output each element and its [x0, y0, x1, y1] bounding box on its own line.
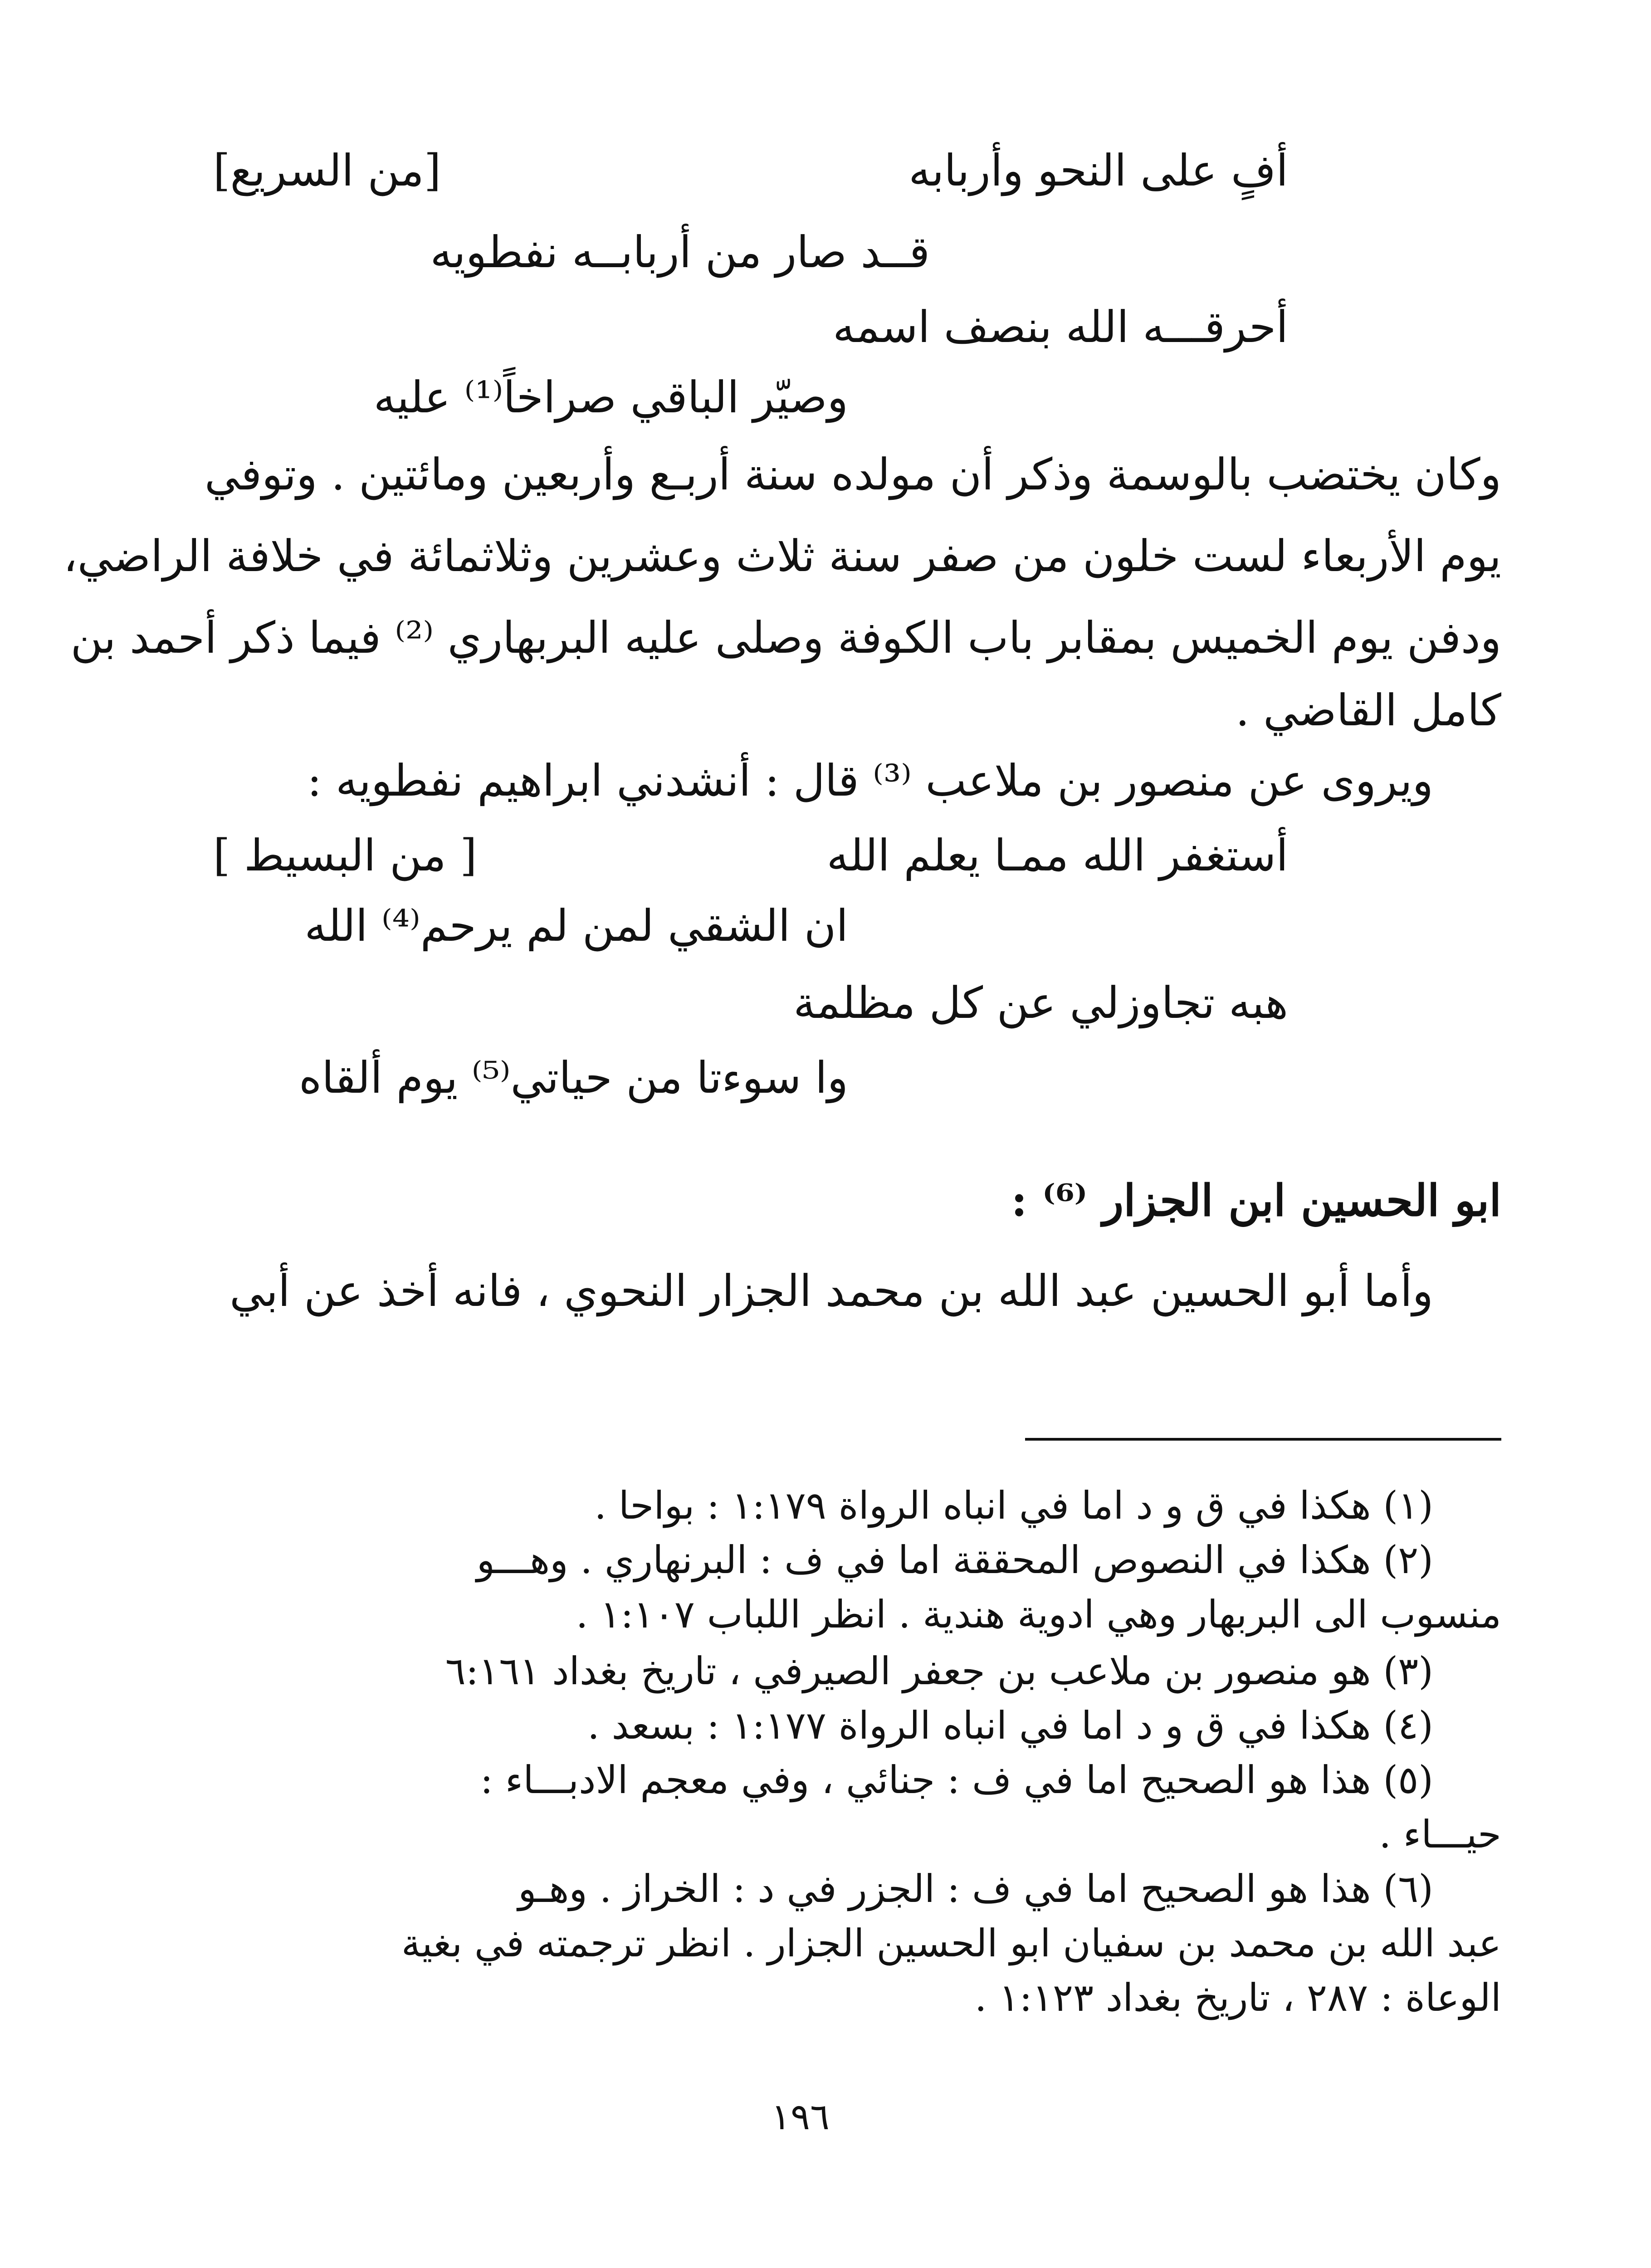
- page-number: ١٩٦: [771, 2096, 830, 2138]
- paragraph1-line-4: كامل القاضي .: [1236, 685, 1501, 736]
- poem1-meter: [من السريع]: [213, 145, 441, 196]
- paragraph2-line-1: وأما أبو الحسين عبد الله بن محمد الجزار النحوي ، فانه أخذ عن أبي: [230, 1266, 1433, 1316]
- poem2-intro: ويروى عن منصور بن ملاعب ⁽³⁾ قال : أنشدني ابراهيم نفطويه :: [307, 755, 1433, 806]
- paragraph1-line-1: وكان يختضب بالوسمة وذكر أن مولده سنة أربـع وأربعين ومائتين . وتوفي: [205, 449, 1501, 500]
- poem1-line-3: أحرقـــه الله بنصف اسمه: [833, 302, 1288, 352]
- footnote-5-cont: حيـــاء .: [1379, 1812, 1501, 1857]
- footnote-divider: [1025, 1438, 1501, 1441]
- poem2-line-2: ان الشقي لمن لم يرحم⁽⁴⁾ الله: [304, 900, 848, 951]
- poem2-line-3: هبه تجاوزلي عن كل مظلمة: [793, 978, 1288, 1028]
- footnote-6-cont-2: الوعاة : ٢٨٧ ، تاريخ بغداد ١:١٢٣ .: [974, 1975, 1501, 2020]
- footnote-6-cont: عبد الله بن محمد بن سفيان ابو الحسين الجزار . انظر ترجمته في بغية: [401, 1921, 1501, 1965]
- footnote-2: (٢) هكذا في النصوص المحققة اما في ف : البرنهاري . وهـــو: [476, 1538, 1433, 1582]
- footnote-3: (٣) هو منصور بن ملاعب بن جعفر الصيرفي ، تاريخ بغداد ٦:١٦١: [445, 1649, 1433, 1693]
- poem1-line-4: وصيّر الباقي صراخاً⁽¹⁾ عليه: [373, 372, 848, 423]
- footnote-5: (٥) هذا هو الصحيح اما في ف : جنائي ، وفي معجم الادبـــاء :: [480, 1758, 1433, 1802]
- poem1-line-1: أفٍ على النحو وأربابه: [909, 145, 1288, 196]
- footnote-2-cont: منسوب الى البربهار وهي ادوية هندية . انظر اللباب ١:١٠٧ .: [576, 1592, 1501, 1637]
- poem2-line-1: أستغفر الله ممـا يعلم الله: [826, 830, 1288, 881]
- poem1-line-2: قــد صار من أربابــه نفطويه: [430, 227, 930, 278]
- footnote-4: (٤) هكذا في ق و د اما في انباه الرواة ١:١٧٧ : بسعد .: [587, 1703, 1433, 1748]
- paragraph1-line-3: ودفن يوم الخميس بمقابر باب الكوفة وصلى عليه البربهاري ⁽²⁾ فيما ذكر أحمد بن: [70, 612, 1501, 663]
- footnote-1: (١) هكذا في ق و د اما في انباه الرواة ١:١٧٩ : بواحا .: [594, 1483, 1433, 1528]
- footnote-6: (٦) هذا هو الصحيح اما في ف : الجزر في د : الخراز . وهـو: [518, 1867, 1433, 1911]
- paragraph1-line-2: يوم الأربعاء لست خلون من صفر سنة ثلاث وعشرين وثلاثمائة في خلافة الراضي،: [63, 531, 1501, 582]
- section-heading: ابو الحسين ابن الجزار ⁽⁶⁾ :: [1011, 1175, 1501, 1226]
- poem2-line-4: وا سوءتا من حياتي⁽⁵⁾ يوم ألقاه: [299, 1052, 848, 1103]
- poem2-meter: [ من البسيط ]: [213, 830, 477, 881]
